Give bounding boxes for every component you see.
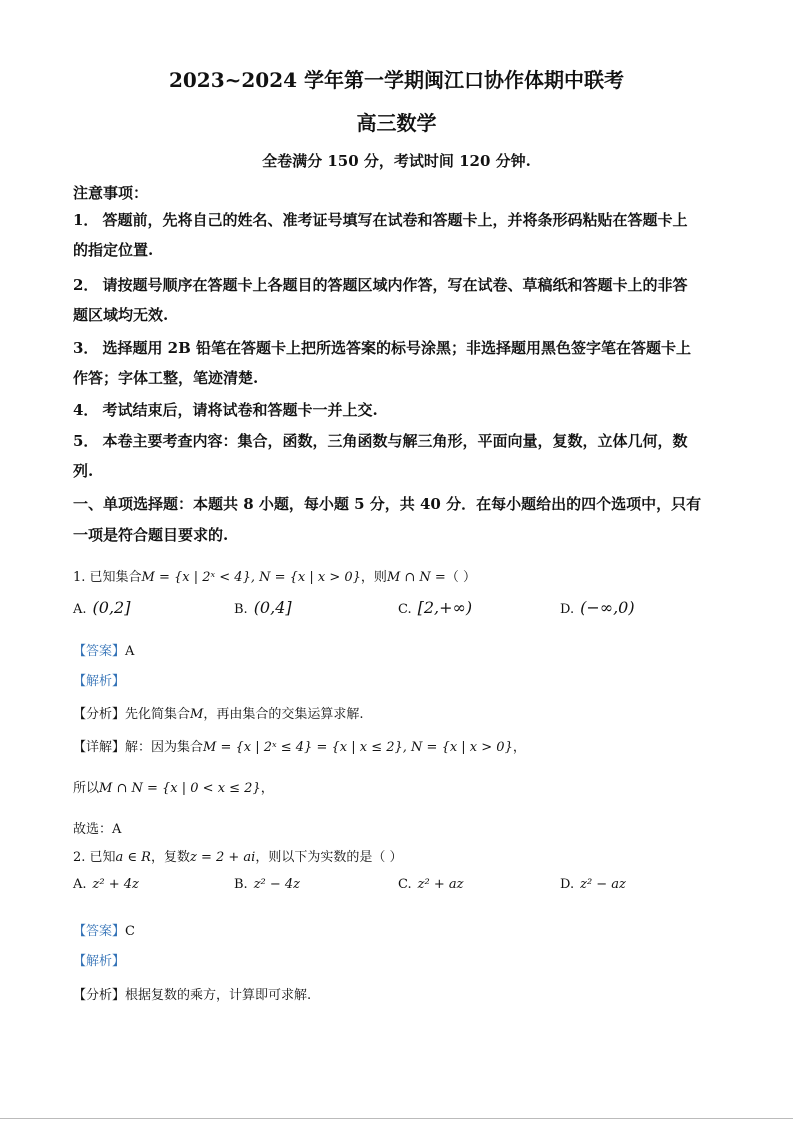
notes-heading: 注意事项： bbox=[73, 184, 149, 202]
q1-answer: 【答案】A bbox=[73, 644, 135, 659]
question-1-stem: 1. 已知集合M = {x | 2ˣ < 4}, N = {x | x > 0}，则M ∩ N =（ ） bbox=[73, 570, 476, 585]
set-definition: M = {x | 2ˣ < 4}, N = {x | x > 0} bbox=[141, 570, 361, 585]
q2-fenxi: 【分析】根据复数的乘方，计算即可求解. bbox=[73, 988, 312, 1003]
q1-option-c: C. [2,+∞) bbox=[398, 598, 473, 617]
note-item-2: 2． 请按题号顺序在答题卡上各题目的答题区域内作答，写在试卷、草稿纸和答题卡上的非答 题区域均无效. bbox=[73, 276, 688, 324]
note-item-4: 4． 考试结束后，请将试卷和答题卡一并上交. bbox=[73, 401, 378, 419]
note-item-3: 3． 选择题用 2B 铅笔在答题卡上把所选答案的标号涂黑；非选择题用黑色签字笔在答题卡上 作答；字体工整，笔迹清楚. bbox=[73, 339, 692, 387]
q1-analysis-tag: 【解析】 bbox=[73, 674, 126, 689]
q2-option-d: D. z² − az bbox=[560, 877, 626, 892]
q1-choice: 故选：A bbox=[73, 822, 122, 837]
q1-option-b: B. (0,4] bbox=[234, 598, 292, 617]
page-bottom-divider bbox=[0, 1118, 793, 1119]
q1-option-d: D. (−∞,0) bbox=[560, 598, 635, 617]
q2-option-c: C. z² + az bbox=[398, 877, 464, 892]
q1-option-a: A. (0,2] bbox=[73, 598, 131, 617]
note-item-5: 5． 本卷主要考查内容：集合，函数，三角函数与解三角形，平面向量，复数，立体几何，数 列. bbox=[73, 432, 688, 480]
q1-fenxi: 【分析】先化简集合M，再由集合的交集运算求解. bbox=[73, 707, 364, 722]
q2-answer: 【答案】C bbox=[73, 924, 135, 939]
section-1-heading: 一、单项选择题：本题共 8 小题，每小题 5 分，共 40 分．在每小题给出的四个选项中，只有 一项是符合题目要求的. bbox=[73, 495, 702, 544]
question-2-stem: 2. 已知a ∈ R，复数z = 2 + ai，则以下为实数的是（ ） bbox=[73, 850, 403, 865]
q1-conclusion: 所以M ∩ N = {x | 0 < x ≤ 2}， bbox=[73, 781, 274, 796]
q1-detail: 【详解】解：因为集合M = {x | 2ˣ ≤ 4} = {x | x ≤ 2}, N = {x | x > 0}， bbox=[73, 740, 526, 755]
q2-option-b: B. z² − 4z bbox=[234, 877, 301, 892]
q2-option-a: A. z² + 4z bbox=[73, 877, 139, 892]
note-item-1: 1． 答题前，先将自己的姓名、准考证号填写在试卷和答题卡上，并将条形码粘贴在答题卡上 的指定位置. bbox=[73, 211, 688, 259]
subject-title: 高三数学 bbox=[356, 111, 437, 135]
exam-title: 2023~2024 学年第一学期闽江口协作体期中联考 bbox=[168, 68, 625, 92]
q2-analysis-tag: 【解析】 bbox=[73, 954, 126, 969]
exam-info: 全卷满分 150 分，考试时间 120 分钟. bbox=[262, 152, 531, 170]
